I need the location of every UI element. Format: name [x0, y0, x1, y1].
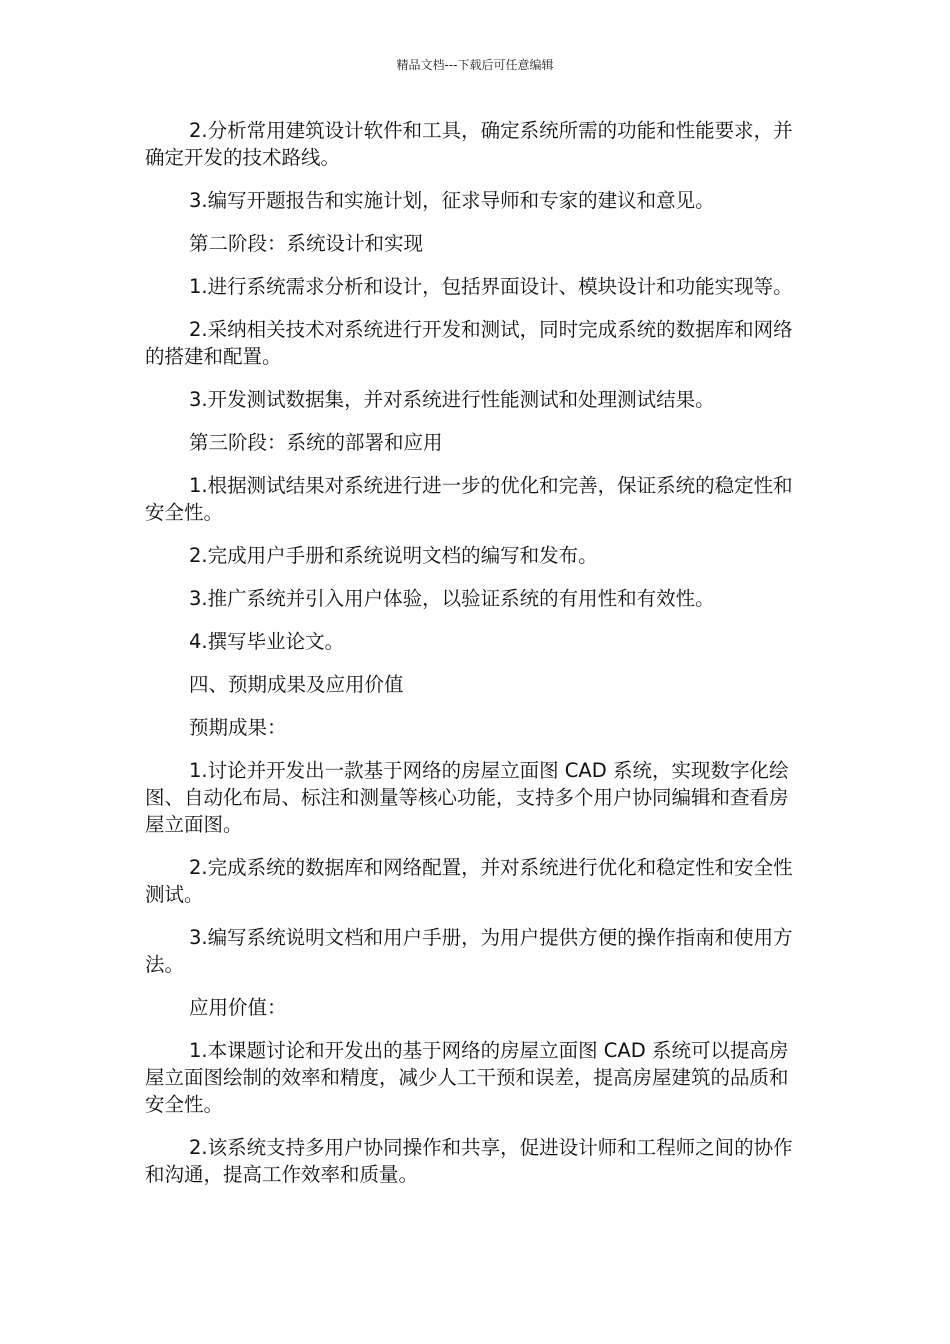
paragraph: 3.开发测试数据集，并对系统进行性能测试和处理测试结果。 [189, 388, 715, 411]
paragraph: 1.讨论并开发出一款基于网络的房屋立面图 CAD 系统，实现数字化绘图、自动化布局、标注和测量等核心功能，支持多个用户协同编辑和查看房屋立面图。 [145, 759, 789, 836]
paragraph: 2.该系统支持多用户协同操作和共享，促进设计师和工程师之间的协作和沟通，提高工作效率和质量。 [145, 1136, 793, 1186]
subsection-heading: 预期成果： [189, 716, 287, 739]
paragraph: 4.撰写毕业论文。 [189, 630, 345, 653]
paragraph: 3.编写开题报告和实施计划，征求导师和专家的建议和意见。 [189, 189, 715, 212]
section-heading: 第二阶段：系统设计和实现 [189, 232, 424, 255]
paragraph: 1.进行系统需求分析和设计，包括界面设计、模块设计和功能实现等。 [189, 275, 793, 298]
document-body [145, 117, 805, 1204]
section-heading: 四、预期成果及应用价值 [189, 673, 404, 696]
paragraph: 2.分析常用建筑设计软件和工具，确定系统所需的功能和性能要求，并确定开发的技术路线。 [145, 119, 793, 169]
paragraph: 3.推广系统并引入用户体验，以验证系统的有用性和有效性。 [189, 587, 715, 610]
paragraph: 3.编写系统说明文档和用户手册，为用户提供方便的操作指南和使用方法。 [145, 926, 793, 976]
paragraph: 2.完成系统的数据库和网络配置，并对系统进行优化和稳定性和安全性测试。 [145, 856, 793, 906]
paragraph: 2.完成用户手册和系统说明文档的编写和发布。 [189, 544, 598, 567]
paragraph: 2.采纳相关技术对系统进行开发和测试，同时完成系统的数据库和网络的搭建和配置。 [145, 318, 793, 368]
subsection-heading: 应用价值： [189, 996, 287, 1019]
paragraph: 1.根据测试结果对系统进行进一步的优化和完善，保证系统的稳定性和安全性。 [145, 474, 793, 524]
paragraph: 1.本课题讨论和开发出的基于网络的房屋立面图 CAD 系统可以提高房屋立面图绘制的效率和精度，减少人工干预和误差，提高房屋建筑的品质和安全性。 [145, 1039, 789, 1116]
page-header: 精品文档---下载后可任意编辑 [396, 58, 554, 72]
section-heading: 第三阶段：系统的部署和应用 [189, 431, 443, 454]
